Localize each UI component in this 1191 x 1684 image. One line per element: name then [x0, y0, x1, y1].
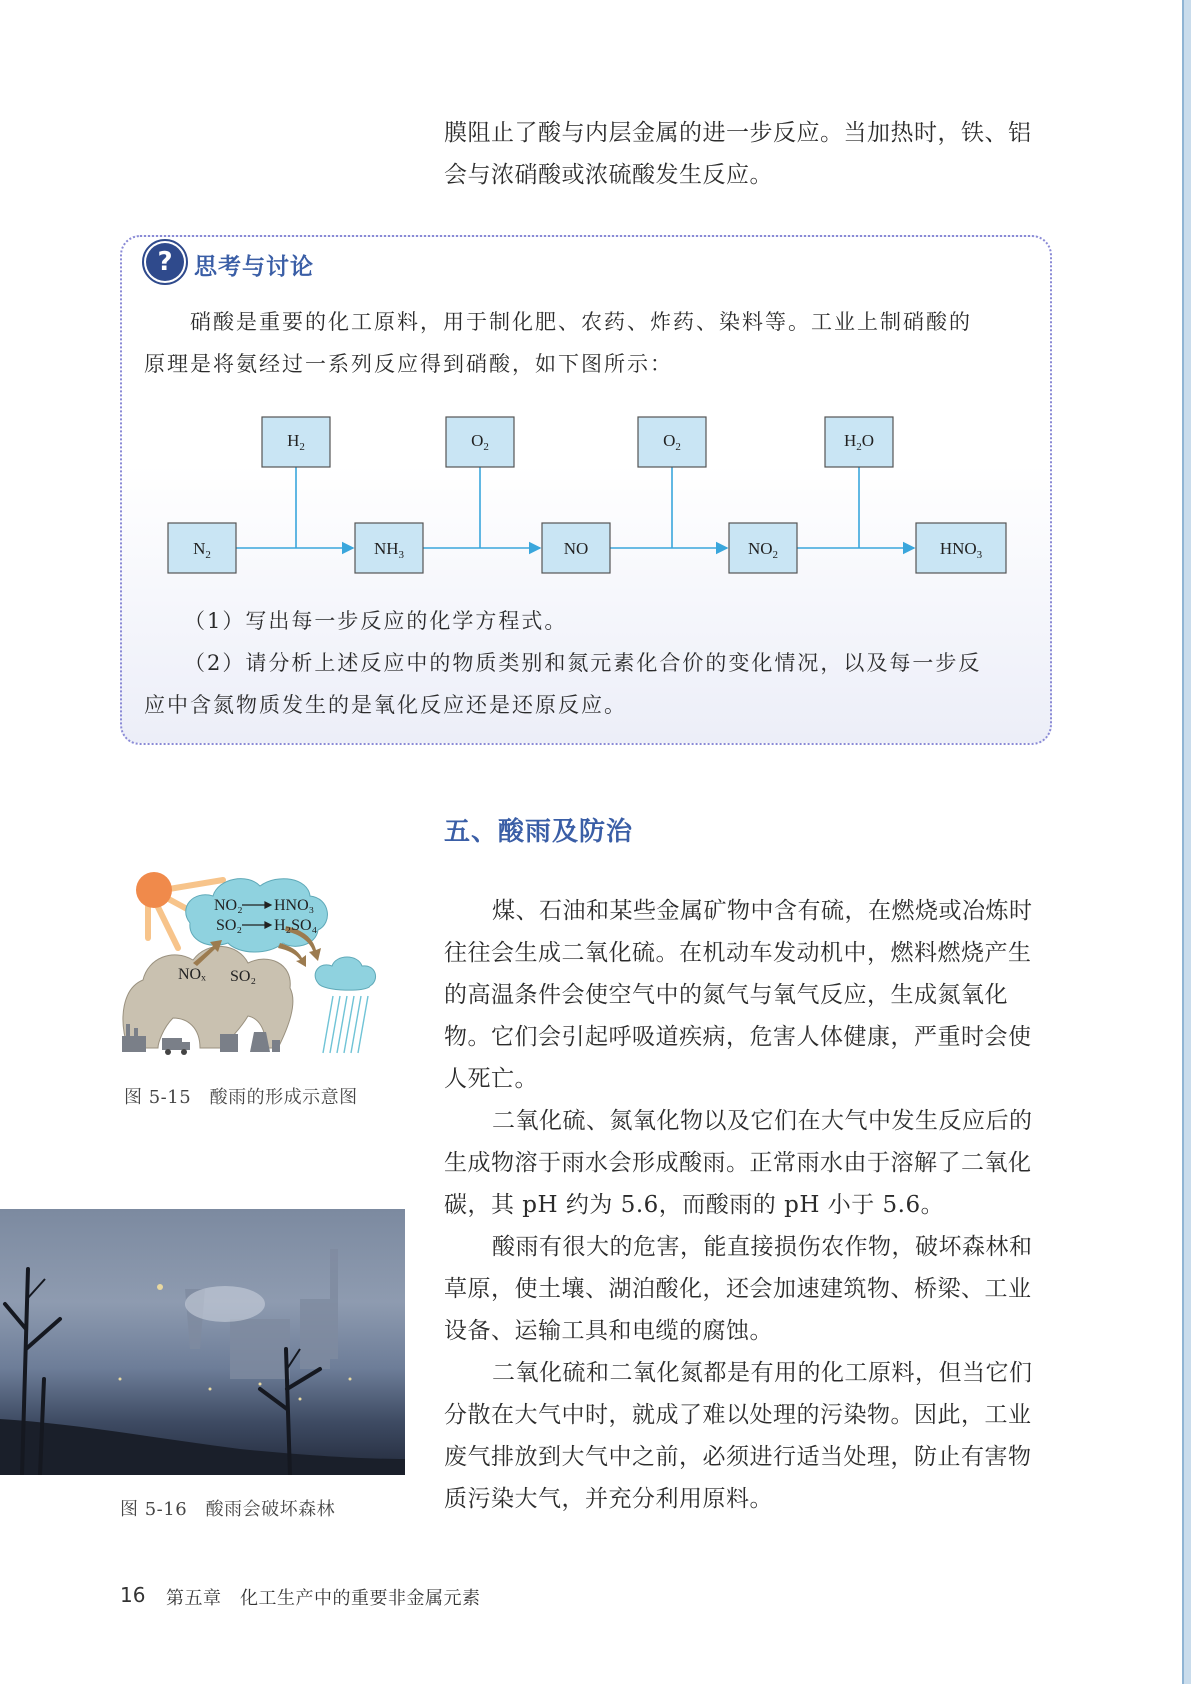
section-paragraph-4-line: 质污染大气，并充分利用原料。 [444, 1486, 773, 1512]
rain-lines [323, 996, 368, 1053]
text-line: 会与浓硝酸或浓硫酸发生反应。 [444, 162, 773, 188]
question-2-line-1: （2）请分析上述反应中的物质类别和氮元素化合价的变化情况，以及每一步反 [184, 651, 982, 675]
section-paragraph-1-line: 煤、石油和某些金属矿物中含有硫，在燃烧或冶炼时 [492, 898, 1033, 924]
section-paragraph-4-line: 分散在大气中时，就成了难以处理的污染物。因此，工业 [444, 1402, 1032, 1428]
section-paragraph-3-line: 酸雨有很大的危害，能直接损伤农作物，破坏森林和 [492, 1234, 1033, 1260]
label-so2-bottom: SO₂ [230, 968, 257, 985]
reagent-label: $O_2$ [471, 431, 489, 453]
section-paragraph-1-line: 的高温条件会使空气中的氮气与氧气反应，生成氮氧化 [444, 982, 1008, 1008]
think-box-title: 思考与讨论 [194, 254, 314, 280]
label-no2: NO₂ [214, 897, 243, 914]
section-paragraph-1-line: 往往会生成二氧化硫。在机动车发动机中，燃料燃烧产生 [444, 940, 1032, 966]
reaction-cloud [186, 879, 328, 952]
question-1: （1）写出每一步反应的化学方程式。 [184, 609, 568, 633]
flow-label: NO [563, 539, 589, 558]
flow-label: $HNO_3$ [939, 539, 983, 561]
label-so2-top: SO₂ [216, 917, 243, 934]
question-2-line-2: 应中含氮物质发生的是氧化反应还是还原反应。 [144, 693, 627, 717]
intro-line-2: 原理是将氨经过一系列反应得到硝酸，如下图所示： [144, 352, 673, 376]
acid-rain-forest-photo [0, 1209, 405, 1475]
section-paragraph-4-line: 废气排放到大气中之前，必须进行适当处理，防止有害物 [444, 1444, 1032, 1470]
nitric-acid-flow-diagram [150, 405, 1020, 585]
section-paragraph-4-line: 二氧化硫和二氧化氮都是有用的化工原料，但当它们 [492, 1360, 1033, 1386]
flow-label: $NO_2$ [747, 539, 779, 561]
top-paragraph [444, 112, 1032, 196]
page-number: 16 [120, 1583, 146, 1607]
text-line: 膜阻止了酸与内层金属的进一步反应。当加热时，铁、铝 [444, 120, 1032, 146]
section-paragraph-3-line: 草原，使土壤、湖泊酸化，还会加速建筑物、桥梁、工业 [444, 1276, 1032, 1302]
reagent-label: $O_2$ [663, 431, 681, 453]
page-edge-bar [1182, 0, 1191, 1684]
rain-cloud [315, 957, 375, 990]
section-paragraph-2-line: 生成物溶于雨水会形成酸雨。正常雨水由于溶解了二氧化 [444, 1150, 1032, 1176]
section-title: 五、酸雨及防治 [444, 817, 634, 847]
section-paragraph-2-line: 二氧化硫、氮氧化物以及它们在大气中发生反应后的 [492, 1108, 1033, 1134]
label-hno3: HNO₃ [274, 897, 315, 914]
flow-label: $NH_3$ [373, 539, 405, 561]
acid-rain-formation-diagram [118, 868, 408, 1068]
reagent-label: $H_2$ [287, 431, 305, 453]
building-icon [220, 1034, 238, 1052]
chapter-footer: 第五章 化工生产中的重要非金属元素 [166, 1588, 481, 1609]
think-intro [144, 301, 1034, 385]
label-h2so4: H₂SO₄ [274, 917, 318, 934]
section-body [444, 890, 1064, 1520]
question-icon: ? [146, 243, 184, 281]
intro-line-1: 硝酸是重要的化工原料，用于制化肥、农药、炸药、染料等。工业上制硝酸的 [190, 310, 972, 334]
section-paragraph-1-line: 物。它们会引起呼吸道疾病，危害人体健康，严重时会使 [444, 1024, 1032, 1050]
figure-5-16-caption: 图 5-16 酸雨会破坏森林 [120, 1499, 336, 1520]
section-paragraph-2-line: 碳，其 pH 约为 5.6，而酸雨的 pH 小于 5.6。 [444, 1192, 945, 1218]
smoke-cloud [123, 946, 293, 1048]
figure-5-15-caption: 图 5-15 酸雨的形成示意图 [124, 1087, 358, 1108]
label-nox: NOₓ [178, 966, 206, 983]
think-questions [144, 600, 1034, 726]
reagent-label: $H_2O$ [843, 431, 875, 453]
section-paragraph-3-line: 设备、运输工具和电缆的腐蚀。 [444, 1318, 773, 1344]
flow-label: $N_2$ [193, 539, 211, 561]
section-paragraph-1-line: 人死亡。 [444, 1066, 538, 1092]
truck-icon [162, 1038, 190, 1055]
